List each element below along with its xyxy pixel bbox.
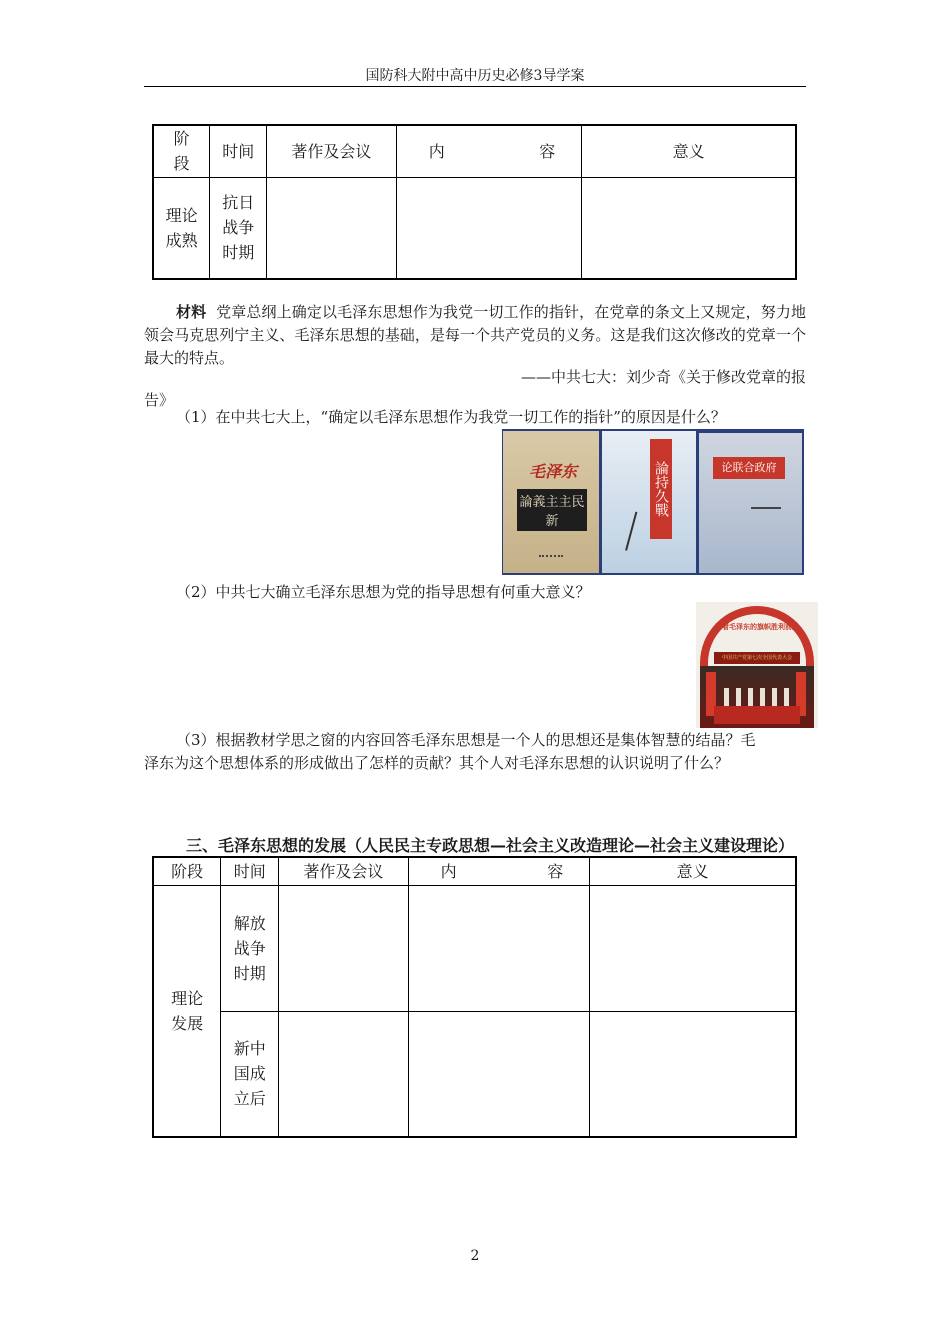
book3-signature-mark [751,495,781,509]
book-on-coalition-government [699,433,802,573]
stage-cell: 理论 发展 [153,885,221,1137]
material-source-line2: 告》 [144,391,175,409]
works-answer-cell[interactable] [279,885,409,1011]
congress-figures [724,688,790,706]
theory-maturity-table [152,124,797,280]
congress-banner: 沿着毛泽东的旗帜胜利前进 [715,622,799,631]
page-number: 2 [470,1248,480,1264]
congress-table [714,706,800,724]
theory-development-table [152,856,797,1138]
significance-answer-cell[interactable] [590,885,796,1011]
book-new-democracy [503,431,599,573]
content-answer-cell[interactable] [396,177,582,279]
stage-cell: 理论 成熟 [153,177,210,279]
books-photo [502,429,804,575]
material-paragraph [144,301,806,370]
question-2: （2）中共七大确立毛泽东思想为党的指导思想有何重大意义？ [176,583,591,601]
header-significance: 意义 [582,125,796,177]
header-time: 时间 [221,857,279,885]
question-3-line2: 泽东为这个思想体系的形成做出了怎样的贡献？其个人对毛泽东思想的认识说明了什么？ [144,754,730,772]
significance-answer-cell[interactable] [590,1011,796,1137]
seventh-congress-photo [696,602,818,728]
question-3-line1: （3）根据教材学思之窗的内容回答毛泽东思想是一个人的思想还是集体智慧的结晶？毛 [176,731,756,749]
period-cell-liberation-war: 解放 战争 时期 [221,885,279,1011]
period-cell: 抗日 战争 时期 [210,177,267,279]
header-content [408,857,590,885]
book1-signature: 毛泽东 [529,462,578,481]
content-answer-cell[interactable] [408,885,590,1011]
header-content-right: 容 [547,861,564,881]
header-content-left: 内 [428,141,445,161]
book3-title: 论联合政府 [713,457,785,479]
book1-title: 論義主主民新 [517,489,587,531]
material-text: 党章总纲上确定以毛泽东思想作为我党一切工作的指针，在党章的条文上又规定，努力地领会马克思列宁主义、毛泽东思想的基础，是每一个共产党员的义务。这是我们这次修改的党章一个最大的特点。 [144,303,806,367]
header-stage: 阶段 [153,857,221,885]
works-answer-cell[interactable] [267,177,397,279]
material-source-line1: ——中共七大：刘少奇《关于修改党章的报 [520,368,806,386]
header-content [396,125,582,177]
page-header: 国防科大附中高中历史必修3导学案 [144,66,806,87]
header-content-right: 容 [539,141,556,161]
book2-title: 論持久戰 [650,439,672,539]
header-works: 著作及会议 [279,857,409,885]
congress-subbanner: 中国共产党第七次全国代表大会 [714,652,800,664]
material-label: 材料 [176,303,207,321]
header-significance: 意义 [590,857,796,885]
period-cell-new-china: 新中 国成 立后 [221,1011,279,1137]
question-1: （1）在中共七大上，“确定以毛泽东思想作为我党一切工作的指针”的原因是什么？ [176,408,726,426]
significance-answer-cell[interactable] [582,177,796,279]
header-content-left: 内 [440,861,457,881]
book1-publisher-mark [539,555,563,560]
header-works: 著作及会议 [267,125,397,177]
book-on-protracted-war [602,431,696,573]
book2-signature-mark [625,512,651,555]
header-stage: 阶 段 [153,125,210,177]
header-time: 时间 [210,125,267,177]
content-answer-cell[interactable] [408,1011,590,1137]
section-3-title: 三、毛泽东思想的发展（人民民主专政思想—社会主义改造理论—社会主义建设理论） [186,836,795,855]
works-answer-cell[interactable] [279,1011,409,1137]
